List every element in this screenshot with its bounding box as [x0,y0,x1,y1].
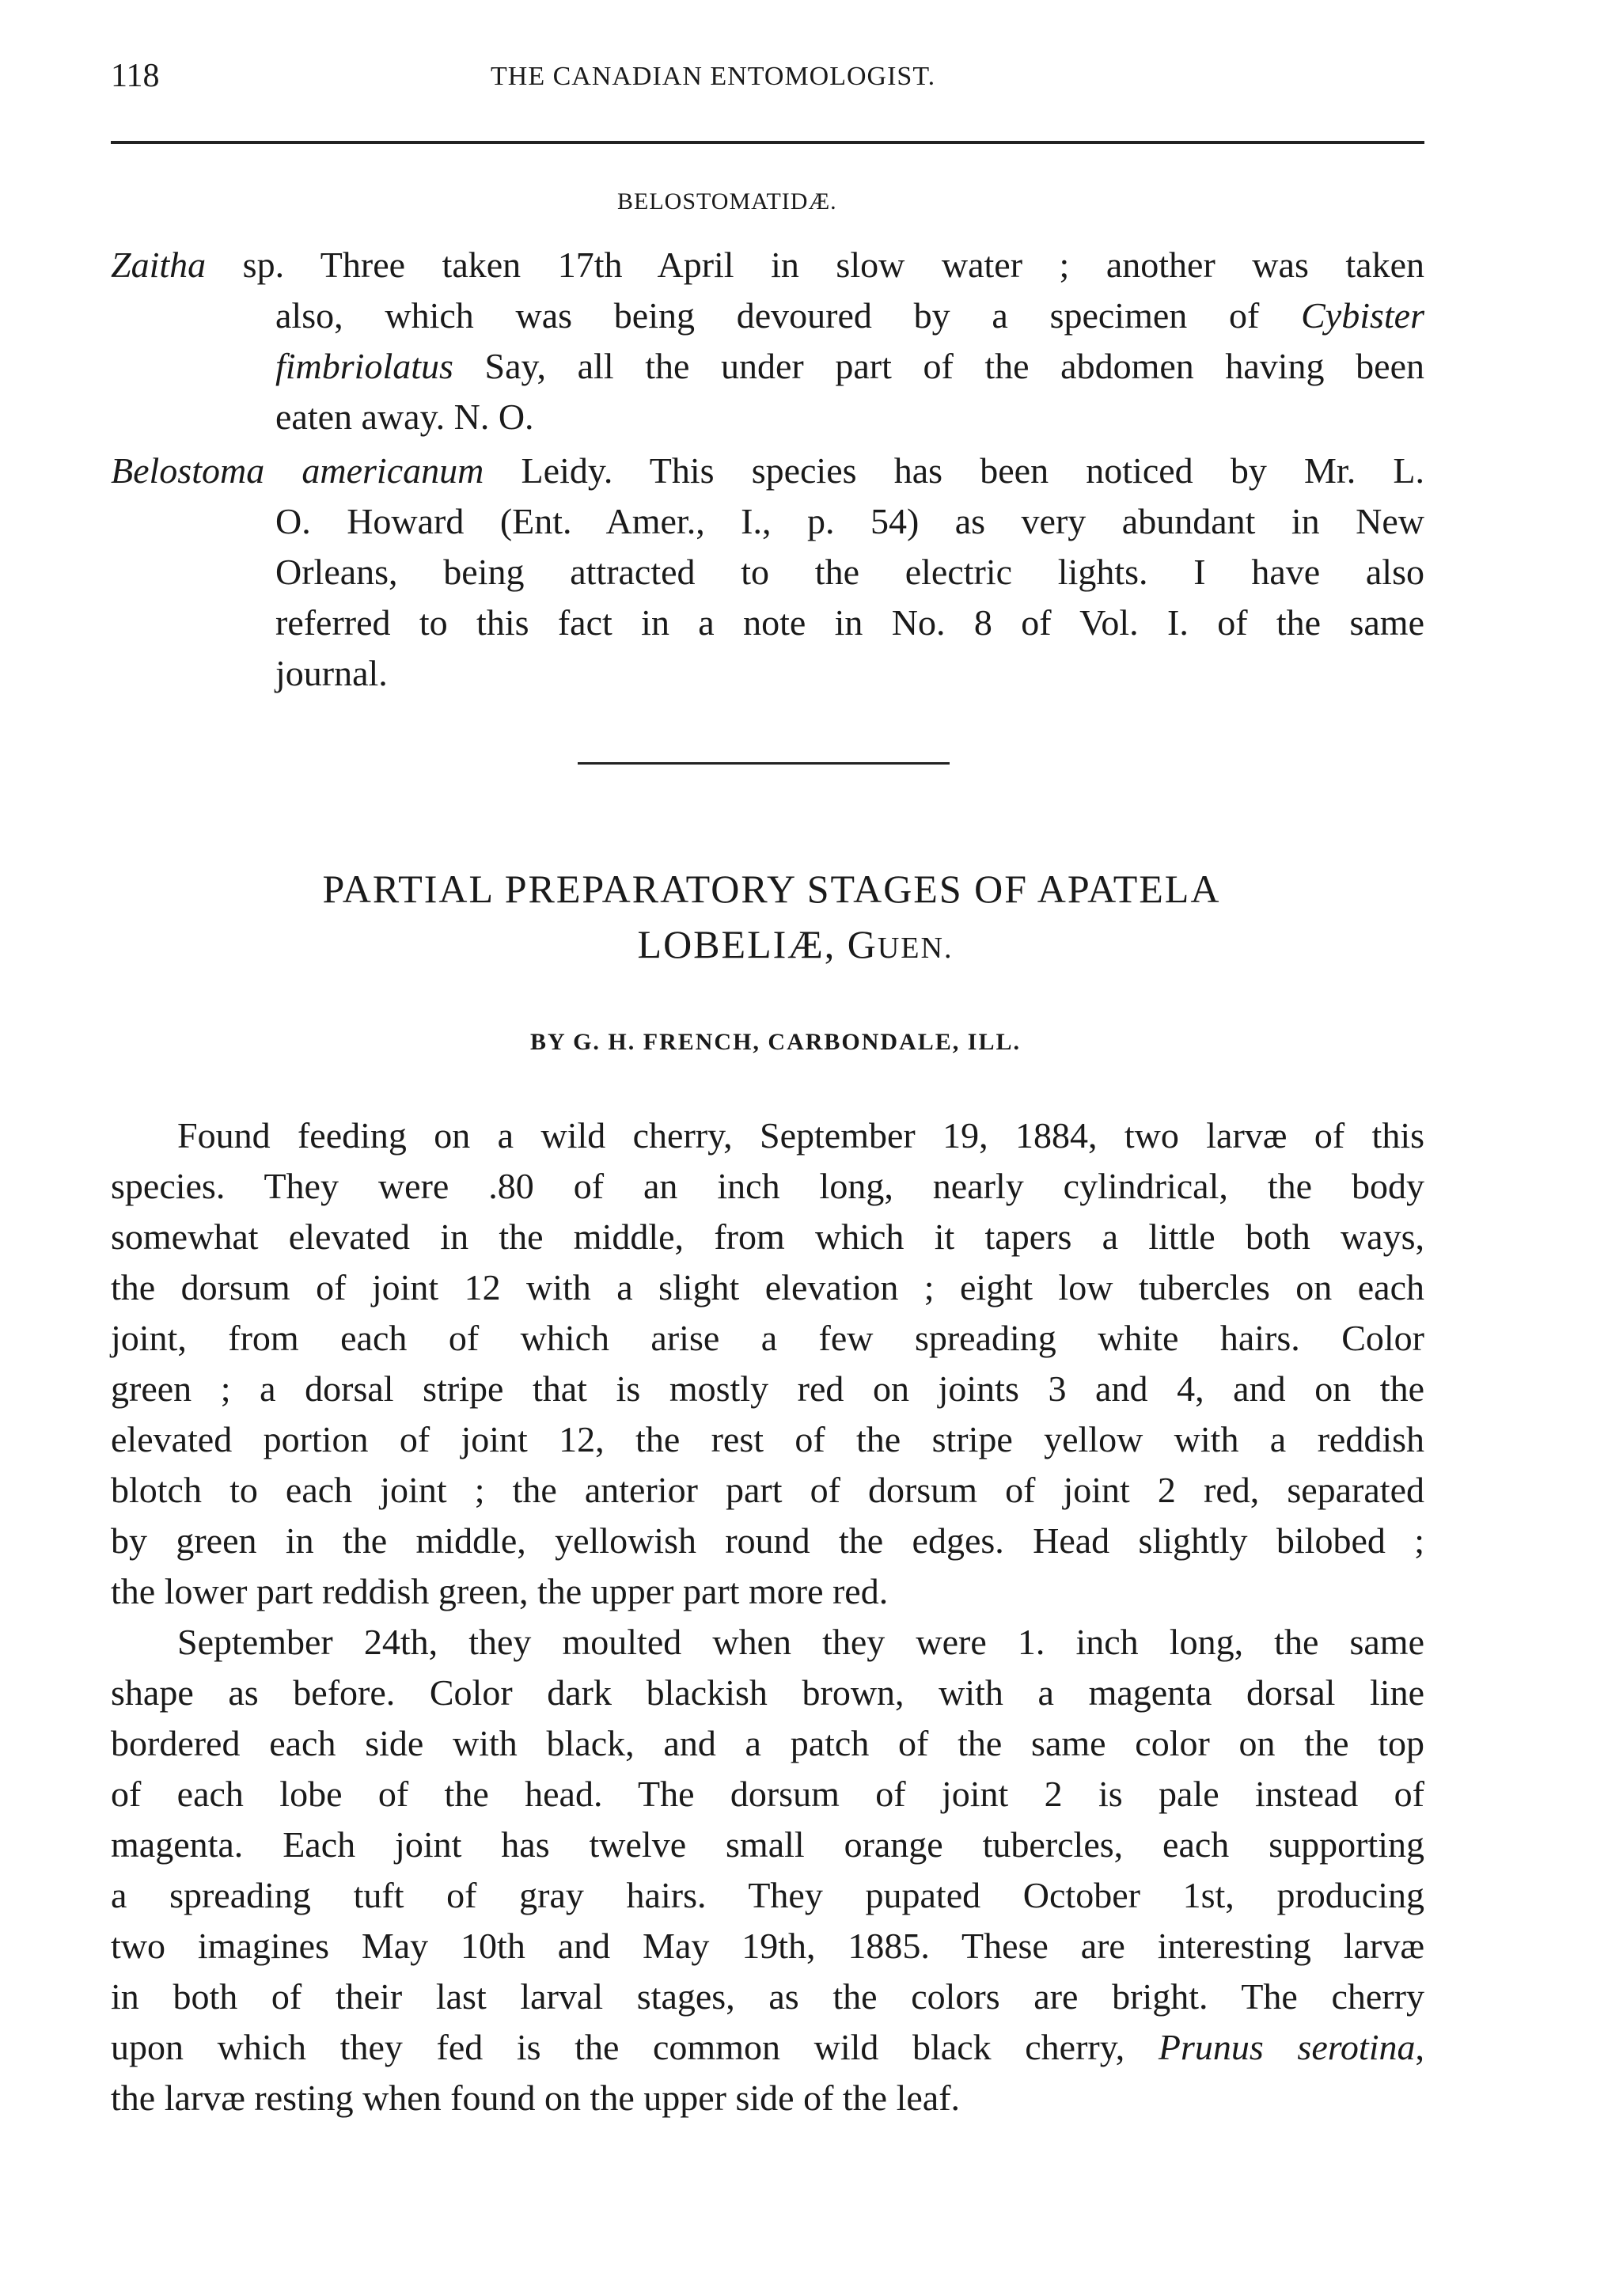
separator-rule [578,762,950,765]
entry-line: journal. [275,653,388,693]
entry-line: eaten away. N. O. [275,397,534,437]
article-title-line-1: PARTIAL PREPARATORY STAGES OF APATELA [322,867,1221,911]
body-line: the larvæ resting when found on the upper side of the leaf. [111,2078,961,2118]
article-title-line-2: LOBELIÆ, GUEN. [637,922,954,966]
entry-line: Orleans, being attracted to the electric lights. I have also [275,552,1424,592]
body-line: bordered each side with black, and a patch of the same color on the top [111,1723,1424,1763]
header-rule [111,141,1424,144]
entry-line: fimbriolatus Say, all the under part of the abdomen having been [275,346,1424,386]
body-line: green ; a dorsal stripe that is mostly red on joints 3 and 4, and on the [111,1368,1424,1409]
running-header [111,57,1424,112]
body-line: somewhat elevated in the middle, from which it tapers a little both ways, [111,1216,1424,1257]
taxon-name: Belostoma americanum [111,450,484,491]
body-line: blotch to each joint ; the anterior part of dorsum of joint 2 red, separated [111,1470,1424,1510]
body-line: joint, from each of which arise a few spreading white hairs. Color [111,1318,1424,1358]
taxon-name: Prunus serotina [1158,2027,1416,2067]
body-line: September 24th, they moulted when they were 1. inch long, the same [177,1622,1424,1662]
body-line: Found feeding on a wild cherry, September 19, 1884, two larvæ of this [177,1115,1424,1156]
article-title [111,861,1424,976]
body-line: by green in the middle, yellowish round the edges. Head slightly bilobed ; [111,1520,1424,1561]
body-line: upon which they fed is the common wild black cherry, Prunus serotina, [111,2027,1424,2067]
taxon-name: fimbriolatus [275,346,453,386]
body-line: of each lobe of the head. The dorsum of joint 2 is pale instead of [111,1774,1424,1814]
body-line: two imagines May 10th and May 19th, 1885. These are interesting larvæ [111,1926,1424,1966]
page-number: 118 [111,58,160,94]
entry-zaitha [111,240,1424,442]
body-line: species. They were .80 of an inch long, nearly cylindrical, the body [111,1166,1424,1206]
body-line: shape as before. Color dark blackish brown, with a magenta dorsal line [111,1672,1424,1713]
entry-line: O. Howard (Ent. Amer., I., p. 54) as very abundant in New [275,501,1424,541]
body-line: the dorsum of joint 12 with a slight elevation ; eight low tubercles on each [111,1267,1424,1307]
body-line: in both of their last larval stages, as the colors are bright. The cherry [111,1976,1424,2017]
body-line: elevated portion of joint 12, the rest of the stripe yellow with a reddish [111,1419,1424,1459]
body-line: a spreading tuft of gray hairs. They pupated October 1st, producing [111,1875,1424,1915]
byline: BY G. H. FRENCH, CARBONDALE, ILL. [530,1029,1021,1055]
running-title: THE CANADIAN ENTOMOLOGIST. [491,62,936,91]
taxon-name: Cybister [1301,295,1424,336]
entry-line: Belostoma americanum Leidy. This species has been noticed by Mr. L. [111,450,1425,491]
entry-line: referred to this fact in a note in No. 8 of Vol. I. of the same [275,602,1424,643]
entry-line: Zaitha sp. Three taken 17th April in slow water ; another was taken [111,245,1424,285]
body-line: the lower part reddish green, the upper part more red. [111,1571,889,1611]
body-paragraph-1 [111,1110,1424,1617]
taxon-name: Zaitha [111,245,207,285]
body-line: magenta. Each joint has twelve small orange tubercles, each supporting [111,1824,1424,1865]
section-heading: BELOSTOMATIDÆ. [617,188,837,214]
body-paragraph-2 [111,1617,1424,2123]
entry-line: also, which was being devoured by a specimen of Cybister [275,295,1424,336]
entry-belostoma [111,446,1424,699]
